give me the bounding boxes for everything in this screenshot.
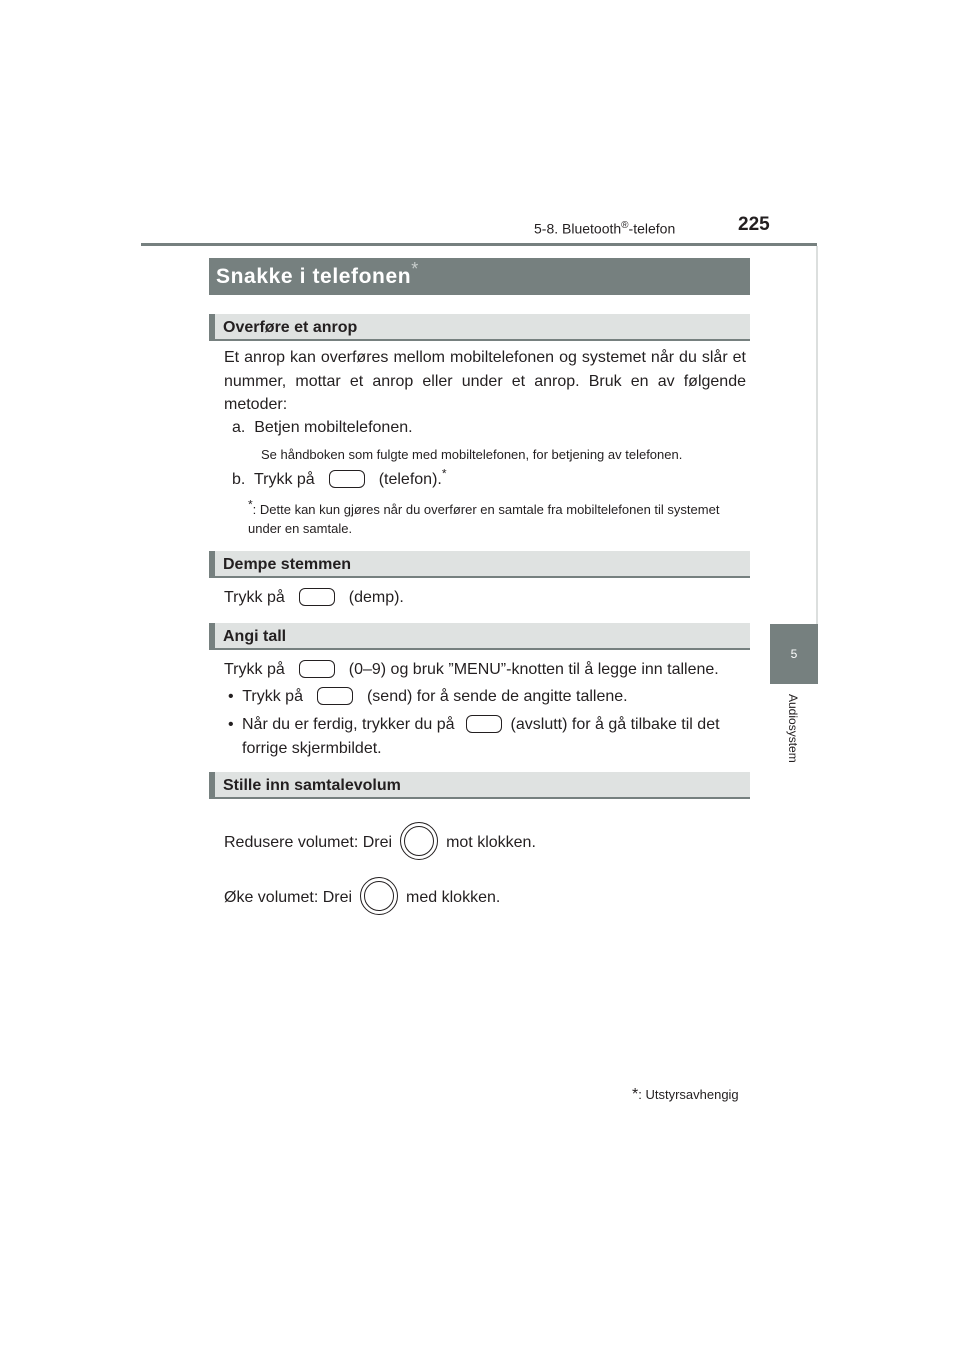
volume-decrease-post: mot klokken.: [446, 834, 536, 851]
volume-knob-icon: [400, 822, 438, 860]
digits-bullet-send: [228, 685, 628, 709]
list-item-b-star: *: [441, 466, 447, 481]
list-item-b: [232, 468, 447, 492]
volume-increase: [224, 877, 500, 915]
section-title: [209, 258, 750, 295]
header-section-prefix: 5-8. Bluetooth: [534, 220, 622, 237]
subhead-mute-text: Dempe stemmen: [223, 556, 352, 573]
subhead-transfer: [209, 314, 750, 341]
list-item-a-text: Betjen mobiltelefonen.: [254, 419, 413, 436]
running-header: [534, 220, 675, 237]
volume-increase-pre: Øke volumet: Drei: [224, 889, 353, 906]
list-item-b-post: (telefon).: [378, 471, 442, 488]
volume-decrease-pre: Redusere volumet: Drei: [224, 834, 393, 851]
title-star-mark: *: [411, 259, 419, 279]
list-marker-a: a.: [232, 419, 246, 436]
digits-instruction: [224, 658, 719, 682]
section-title-text: Snakke i telefonen: [216, 265, 412, 288]
digits-post: (0–9) og bruk ”MENU”-knotten til å legge inn tallene.: [348, 661, 719, 678]
phone-button-icon: [329, 470, 365, 488]
digits-button-icon: [299, 660, 335, 678]
bullet-end-post: (avslutt) for å gå tilbake til det forrige skjermbildet.: [242, 716, 720, 757]
end-call-button-icon: [466, 715, 502, 733]
digits-bullet-end: [242, 713, 748, 760]
subhead-volume: [209, 772, 750, 799]
list-item-a: [232, 416, 413, 440]
side-tab-rule: [816, 246, 818, 624]
digits-pre: Trykk på: [224, 661, 285, 678]
volume-decrease: [224, 822, 536, 860]
header-section-suffix: -telefon: [628, 220, 676, 237]
bullet-mark-2: •: [228, 716, 234, 733]
subhead-digits: [209, 623, 750, 650]
footer-note: [632, 1085, 739, 1104]
volume-increase-post: med klokken.: [406, 889, 501, 906]
send-button-icon: [317, 687, 353, 705]
footer-star: *: [632, 1086, 639, 1103]
bullet-send-pre: Trykk på: [242, 688, 303, 705]
mute-pre: Trykk på: [224, 589, 285, 606]
footnote-star: *: [248, 497, 253, 512]
list-item-b-pre: Trykk på: [253, 471, 315, 488]
chapter-tab: 5: [770, 624, 818, 684]
volume-knob-icon-2: [360, 877, 398, 915]
bullet-end-pre: Når du er ferdig, trykker du på: [242, 716, 455, 733]
subhead-digits-text: Angi tall: [223, 628, 287, 645]
bullet-mark: •: [228, 688, 234, 705]
list-marker-b: b.: [232, 471, 246, 488]
footnote-text: : Dette kan kun gjøres når du overfører en samtale fra mobiltelefonen til systemet under en samtale.: [248, 502, 720, 536]
mute-post: (demp).: [348, 589, 404, 606]
subhead-transfer-text: Overføre et anrop: [223, 319, 358, 336]
subhead-volume-text: Stille inn samtalevolum: [223, 777, 401, 794]
transfer-footnote: [248, 497, 748, 538]
list-item-a-note: Se håndboken som fulgte med mobiltelefonen, for betjening av telefonen.: [261, 447, 683, 462]
chapter-label: Audiosystem: [786, 694, 800, 763]
transfer-intro: Et anrop kan overføres mellom mobiltelefonen og systemet når du slår et nummer, mottar et anrop eller under et anrop. Bruk en av følgende metoder:: [224, 349, 746, 414]
registered-mark: ®: [621, 220, 629, 231]
subhead-mute: [209, 551, 750, 578]
header-rule: [141, 243, 817, 246]
mute-button-icon: [299, 588, 335, 606]
page-number: 225: [738, 214, 770, 235]
bullet-send-post: (send) for å sende de angitte tallene.: [366, 688, 628, 705]
mute-instruction: [224, 586, 404, 610]
footer-note-text: : Utstyrsavhengig: [638, 1087, 739, 1102]
